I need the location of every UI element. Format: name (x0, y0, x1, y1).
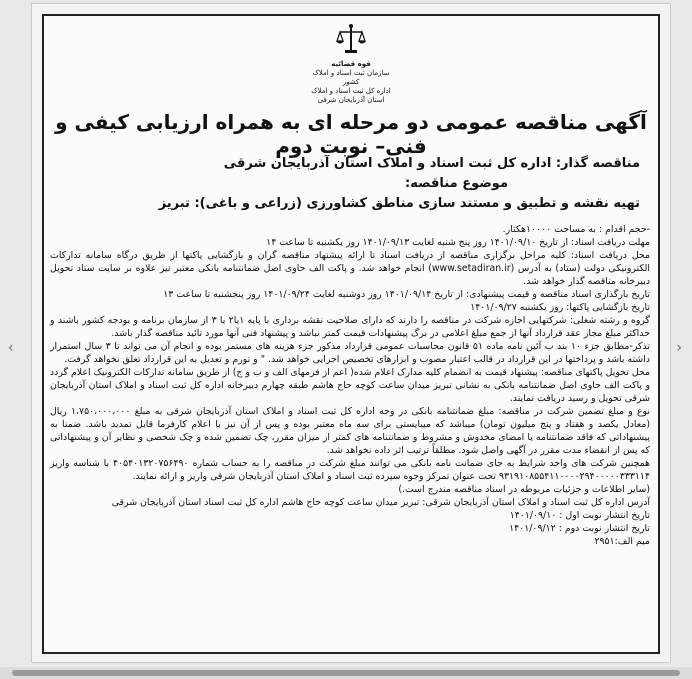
ad-card (31, 3, 671, 663)
org-line-1: قوه قضائیه (331, 60, 371, 68)
body-paragraph: -حجم اقدام : به مساحت ۱۰۰۰۰هکتار. (502, 224, 650, 235)
ad-title: آگهی مناقصه عمومی دو مرحله ای به همراه ارزیابی کیفی و فنی– نوبت دوم (55, 110, 647, 158)
ad-body (50, 223, 650, 548)
body-paragraph: تاریخ انتشار نوبت دوم : ۱۴۰۱/۰۹/۱۲ (509, 523, 650, 534)
org-line-2: سازمان ثبت اسناد و املاک کشور (312, 69, 390, 86)
judiciary-logo (308, 22, 394, 105)
next-page-chevron-icon[interactable]: › (676, 340, 682, 356)
body-paragraph: محل تحویل پاکتهای مناقصه: پیشنهاد قیمت به انضمام کلیه مدارک اعلام شده( اعم از فرمهای الف و ب و ج) از طریق سامانه تدارکات الکترونیک اعلام گردد و پاکت الف حاوی اصل ضمانتنامه بانکی به نشانی تبریز میدان ساعت کوچه حاج هاشم طبقه چهارم دبیرخانه اداره کل ثبت اسناد و املاک استان آذربایجان شرقی تحویل و رسید دریافت نمایند. (50, 367, 650, 404)
ad-border (42, 14, 660, 654)
tender-organizer: مناقصه گذار: اداره کل ثبت اسناد و املاک استان آذربایجان شرقی (223, 156, 640, 171)
scale-emblem-icon (334, 22, 368, 56)
body-paragraph: مهلت دریافت اسناد: از تاریخ ۱۴۰۱/۰۹/۱۰ روز پنج شنبه لغایت ۱۴۰۱/۰۹/۱۳ روز یکشنبه تا ساعت ۱۴ (266, 237, 650, 248)
horizontal-scrollbar[interactable] (0, 667, 692, 679)
body-paragraph: تاریخ انتشار نوبت اول : ۱۴۰۱/۰۹/۱۰ (509, 510, 650, 521)
body-paragraph: تاریخ بازگشایی پاکتها: روز یکشنبه ۱۴۰۱/۰۹/۲۷ (470, 302, 650, 313)
body-paragraph: تاریخ بارگذاری اسناد مناقصه و قیمت پیشنهادی: از تاریخ ۱۴۰۱/۰۹/۱۴ روز دوشنبه لغایت ۱۴۰۱/۰۹/۲۴ روز پنجشنبه تا ساعت ۱۳ (163, 289, 650, 300)
subject-label: موضوع مناقصه: (405, 176, 508, 191)
body-paragraph: آدرس اداره کل ثبت اسناد و املاک استان آذربایجان شرقی: تبریز میدان ساعت کوچه حاج هاشم اداره کل ثبت اسناد استان آذربایجان شرقی (111, 497, 650, 508)
body-paragraph: میم الف:۲۹۵۱ (594, 536, 650, 547)
body-paragraph: (سایر اطلاعات و جزئیات مربوطه در اسناد مناقصه مندرج است.) (398, 484, 650, 495)
org-line-3: اداره کل ثبت اسناد و املاک استان آذربایجان شرقی (311, 87, 391, 104)
scrollbar-thumb[interactable] (12, 670, 680, 676)
body-paragraph: تذکر-مطابق جزء ۱۰ بند ب آئین نامه ماده ۵۱ قانون محاسبات عمومی قرارداد مذکور جزء هزینه های مستمر بوده و انجام آن می تواند تا ۳ سال استمرار داشته باشد و پرداختها در این قرارداد در قالب اعتبار مصوب و ابزارهای تخصیص اجرایی خواهد شد. " و تورم و تعدیل به این قرارداد تعلق نخواهد گرفت. (50, 341, 650, 365)
subject-title: تهیه نقشه و تطبیق و مستند سازی مناطق کشاورزی (زراعی و باغی): تبریز (158, 196, 640, 211)
body-paragraph: همچنین شرکت های واجد شرایط به جای ضمانت نامه بانکی می توانند مبلغ شرکت در مناقصه را به حساب شماره ۴۰۵۴۰۱۳۲۰۷۵۶۴۹۰ با شناسه واریز ۹۳۱۹۱۰۸۵۵۴۱۱۰۰۰۰۲۹۴۰۰۰۰۰۳۳۳۱۱۴ تحت عنوان تمرکز وجوه سپرده ثبت اسناد و املاک استان آذربایجان شرقی واریز و ارائه نمایند. (50, 458, 650, 482)
body-paragraph: محل دریافت اسناد: کلیه مراحل برگزاری مناقصه از دریافت اسناد تا ارائه پیشنهاد مناقصه گران و بازگشایی پاکتها از طریق درگاه سامانه تدارکات الکترونیکی دولت (ستاد) به آدرس (www.setadiran.ir) انجام خواهد شد. و پاکت الف حاوی اصل ضمانتنامه بانکی معتبر نیز علاوه بر سایت ستاد تحویل دبیرخانه مناقصه گذار خواهد شد. (50, 250, 650, 287)
body-paragraph: گروه و رشته شغلی: شرکتهایی اجازه شرکت در مناقصه را دارند که دارای صلاحیت نقشه برداری با پایه ۱یا۲ یا ۳ از سازمان برنامه و بودجه کشور باشند و حداکثر مبلغ مجاز عقد قرارداد آنها از جمع مبلغ اعلامی در برگ پیشنهادات قیمت کمتر نباشد و پیشنهاد فنی آنها مورد تائید مناقصه گذار باشد. (50, 315, 651, 339)
prev-page-chevron-icon[interactable]: ‹ (8, 340, 14, 356)
body-paragraph: نوع و مبلغ تضمین شرکت در مناقصه: مبلغ ضمانتنامه بانکی در وجه اداره کل ثبت اسناد و املاک استان آذربایجان شرقی به مبلغ ۱،۷۵۰،۰۰۰،۰۰۰ ریال (معادل یکصد و هفتاد و پنج میلیون تومان) میباشد که میبایستی برای سه ماه معتبر بوده و پس از آن نیز با اعلام کارفرما قابل تمدید باشد. ضمنا به پیشنهاداتی که فاقد ضمانتنامه یا امضای مخدوش و مشروط و ضمانتنامه های کمتر از میزان مقرر، چک تضمین شده و چک شخصی و نظایر آن و پیشنهاداتی که پس از انقضاء مدت مقرر در آگهی واصل شود. مطلقاً ترتیب اثر داده نخواهد شد. (50, 406, 650, 456)
